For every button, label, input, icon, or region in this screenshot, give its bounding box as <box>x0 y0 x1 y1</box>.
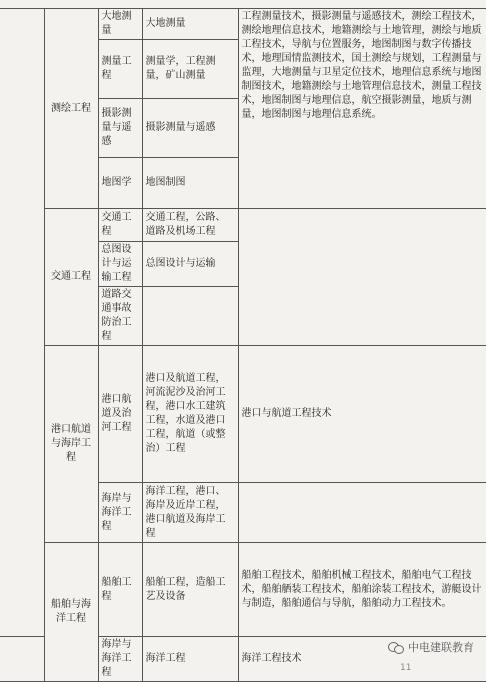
related-majors-cell: 船舶工程技术，船舶机械工程技术，船舶电气工程技术，船舶舾装工程技术，船舶涂装工程技术，游艇设计与制造，船舶通信与导航，船舶动力工程技术。 <box>238 543 486 637</box>
major-cell: 港口及航道工程，河流泥沙及治河工程，港口水工建筑工程，水道及港口工程，航道（或整治）工程 <box>142 346 238 483</box>
category-cell: 交通工程 <box>44 209 98 346</box>
watermark-text: 中电建联教育 <box>408 641 474 654</box>
subcategory-cell: 测量工程 <box>98 40 142 99</box>
major-cell: 大地测量 <box>142 9 238 40</box>
related-majors-cell <box>238 483 486 543</box>
table-row <box>0 209 486 242</box>
major-cell: 海洋工程 <box>142 637 238 682</box>
table-row <box>0 9 486 40</box>
subcategory-cell: 大地测量 <box>98 9 142 40</box>
subcategory-cell: 海岸与海洋工程 <box>98 483 142 543</box>
wechat-icon <box>388 641 404 653</box>
subcategory-cell: 船舶工程 <box>98 543 142 637</box>
major-cell: 船舶工程，造船工艺及设备 <box>142 543 238 637</box>
related-majors-cell: 海洋工程技术 <box>238 637 486 682</box>
table-row <box>0 346 486 483</box>
subcategory-cell: 道路交通事故防治工程 <box>98 287 142 346</box>
subcategory-cell: 摄影测量与遥感 <box>98 99 142 158</box>
watermark <box>388 639 474 655</box>
major-cell: 地图制图 <box>142 158 238 209</box>
major-table <box>0 8 486 682</box>
related-majors-cell: 港口与航道工程技术 <box>238 346 486 483</box>
category-cell: 港口航道与海岸工程 <box>44 346 98 543</box>
major-cell: 总图设计与运输 <box>142 242 238 287</box>
left-margin-cell <box>0 637 44 682</box>
category-cell: 测绘工程 <box>44 9 98 209</box>
major-cell: 摄影测量与遥感 <box>142 99 238 158</box>
left-margin-cell <box>0 9 44 637</box>
page-number: 11 <box>400 663 412 673</box>
table-row <box>0 543 486 637</box>
category-cell: 船舶与海洋工程 <box>44 543 98 682</box>
major-cell: 海洋工程，港口、海岸及近岸工程，港口航道及海岸工程 <box>142 483 238 543</box>
major-cell: 交通工程，公路、道路及机场工程 <box>142 209 238 242</box>
related-majors-cell: 工程测量技术，摄影测量与遥感技术，测绘工程技术，测绘地理信息技术，地籍测绘与土地管理，测绘与地质工程技术，导航与位置服务，地图制图与数字传播技术，地理国情监测技术，国土测绘与规划，工程测量与监理，大地测量与卫星定位技术，地理信息系统与地图制图技术，地籍测绘与土地管理信息技术，测量工程技术，地图制图与地理信息，航空摄影测量，地质与测量，地图制图与地理信息系统。 <box>238 9 486 209</box>
subcategory-cell: 总图设计与运输工程 <box>98 242 142 287</box>
related-majors-cell <box>238 209 486 346</box>
subcategory-cell: 港口航道及治河工程 <box>98 346 142 483</box>
major-cell: 测量学，工程测量，矿山测量 <box>142 40 238 99</box>
subcategory-cell: 海岸与海洋工程 <box>98 637 142 682</box>
major-cell <box>142 287 238 346</box>
subcategory-cell: 交通工程 <box>98 209 142 242</box>
subcategory-cell: 地图学 <box>98 158 142 209</box>
